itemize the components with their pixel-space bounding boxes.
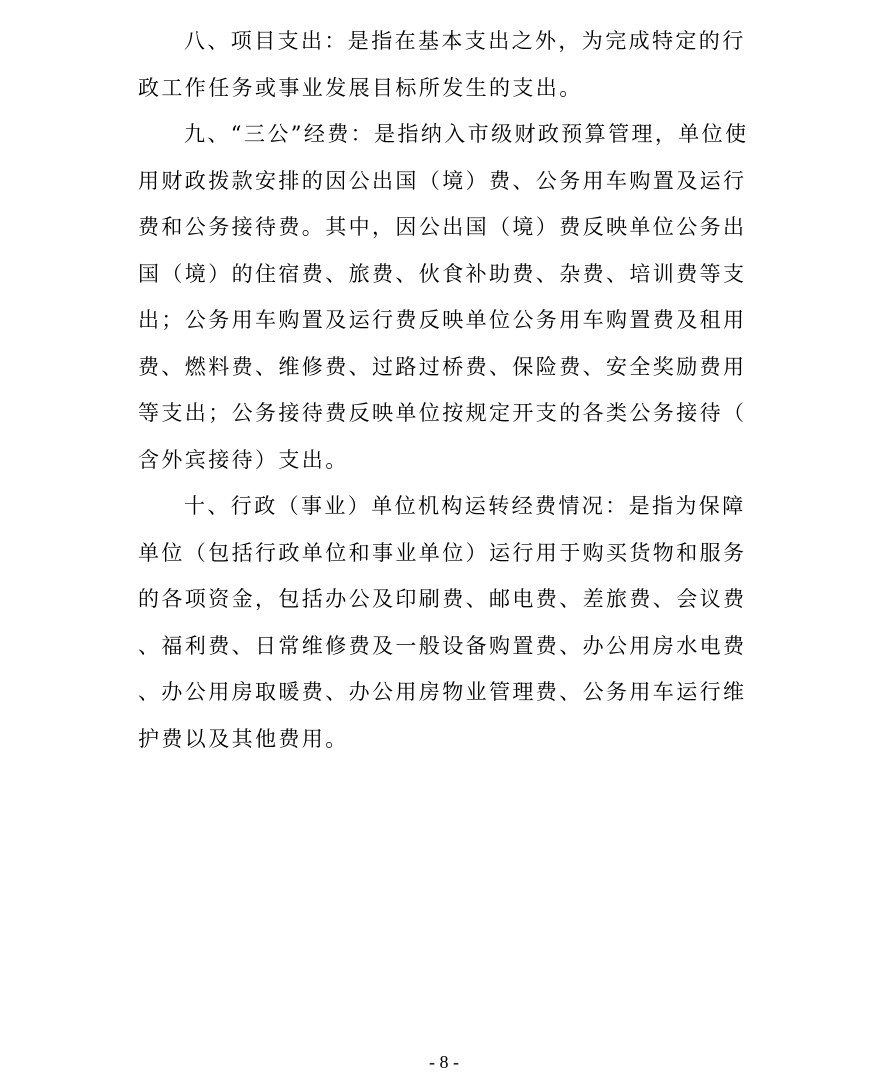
page-number: - 8 - <box>429 1052 459 1072</box>
paragraph-line: 、办公用房取暖费、办公用房物业管理费、公务用车运行维 <box>138 680 747 704</box>
paragraph-line: 、福利费、日常维修费及一般设备购置费、办公用房水电费 <box>138 633 747 658</box>
paragraph-line: 国（境）的住宿费、旅费、伙食补助费、杂费、培训费等支 <box>138 261 747 286</box>
paragraph-line: 九、“三公”经费：是指纳入市级财政预算管理，单位使 <box>184 122 749 146</box>
paragraph-line: 护费以及其他费用。 <box>138 726 349 751</box>
paragraph-line: 等支出；公务接待费反映单位按规定开支的各类公务接待（ <box>138 401 747 425</box>
paragraph-line: 单位（包括行政单位和事业单位）运行用于购买货物和服务 <box>138 540 747 565</box>
paragraph-line: 八、项目支出：是指在基本支出之外，为完成特定的行 <box>184 29 746 53</box>
paragraph-line: 政工作任务或事业发展目标所发生的支出。 <box>138 75 583 100</box>
paragraph-line: 费、燃料费、维修费、过路过桥费、保险费、安全奖励费用 <box>138 354 747 379</box>
paragraph-line: 用财政拨款安排的因公出国（境）费、公务用车购置及运行 <box>138 168 747 193</box>
paragraph-line: 含外宾接待）支出。 <box>138 447 349 472</box>
paragraph-line: 的各项资金，包括办公及印刷费、邮电费、差旅费、会议费 <box>138 587 747 611</box>
paragraph-line: 十、行政（事业）单位机构运转经费情况：是指为保障 <box>184 494 746 518</box>
paragraph-line: 费和公务接待费。其中，因公出国（境）费反映单位公务出 <box>138 215 747 239</box>
body-text <box>138 18 760 762</box>
paragraph-line: 出；公务用车购置及运行费反映单位公务用车购置费及租用 <box>138 308 747 332</box>
